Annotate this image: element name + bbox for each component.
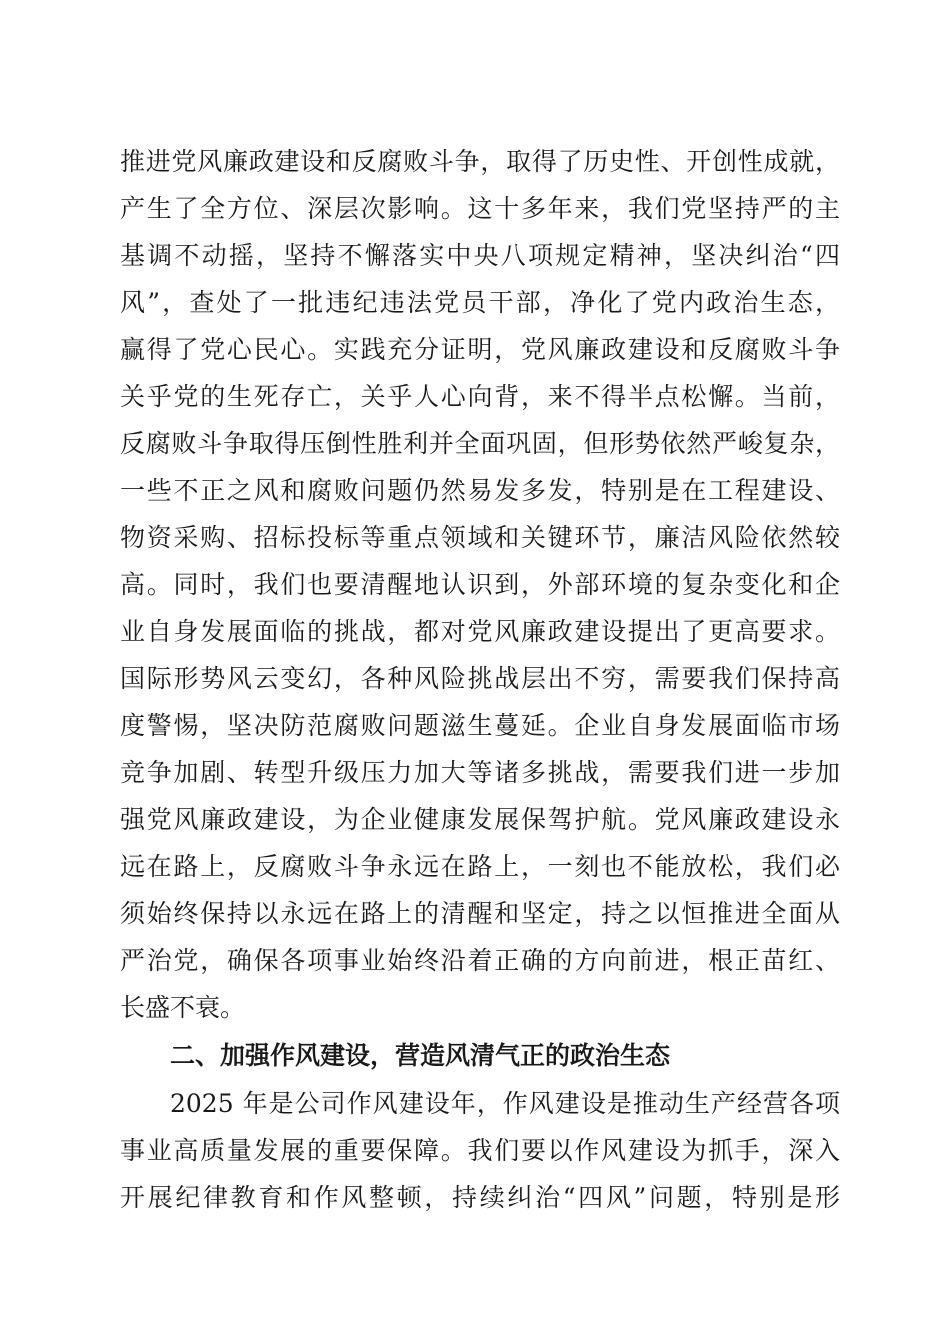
paragraph-line: 业自身发展面临的挑战，都对党风廉政建设提出了更高要求。 (120, 617, 840, 646)
paragraph-line: 赢得了党心民心。实践充分证明，党风廉政建设和反腐败斗争 (120, 335, 840, 364)
paragraph-line: 反腐败斗争取得压倒性胜利并全面巩固，但形势依然严峻复杂， (120, 429, 840, 458)
paragraph-line: 强党风廉政建设，为企业健康发展保驾护航。党风廉政建设永 (120, 805, 840, 834)
paragraph-line: 国际形势风云变幻，各种风险挑战层出不穷，需要我们保持高 (120, 664, 840, 693)
paragraph-line: 高。同时，我们也要清醒地认识到，外部环境的复杂变化和企 (120, 570, 840, 599)
paragraph-line: 远在路上，反腐败斗争永远在路上，一刻也不能放松，我们必 (120, 852, 840, 881)
section-heading: 二、加强作风建设，营造风清气正的政治生态 (170, 1041, 671, 1070)
paragraph-line: 开展纪律教育和作风整顿，持续纠治“四风”问题，特别是形 (120, 1183, 840, 1212)
paragraph-line: 一些不正之风和腐败问题仍然易发多发，特别是在工程建设、 (120, 476, 840, 505)
paragraph-line: 物资采购、招标投标等重点领域和关键环节，廉洁风险依然较 (120, 523, 840, 552)
paragraph-line: 事业高质量发展的重要保障。我们要以作风建设为抓手，深入 (120, 1136, 840, 1165)
paragraph-line: 2025 年是公司作风建设年，作风建设是推动生产经营各项 (170, 1089, 840, 1118)
paragraph-line: 基调不动摇，坚持不懈落实中央八项规定精神，坚决纠治“四 (120, 241, 840, 270)
paragraph-line: 严治党，确保各项事业始终沿着正确的方向前进，根正苗红、 (120, 946, 840, 975)
paragraph-line: 度警惕，坚决防范腐败问题滋生蔓延。企业自身发展面临市场 (120, 711, 840, 740)
paragraph-line: 风”，查处了一批违纪违法党员干部，净化了党内政治生态， (120, 288, 840, 317)
paragraph-line: 产生了全方位、深层次影响。这十多年来，我们党坚持严的主 (120, 194, 840, 223)
paragraph-line: 须始终保持以永远在路上的清醒和坚定，持之以恒推进全面从 (120, 899, 840, 928)
paragraph-line: 推进党风廉政建设和反腐败斗争，取得了历史性、开创性成就， (120, 147, 840, 176)
paragraph-line: 竞争加剧、转型升级压力加大等诸多挑战，需要我们进一步加 (120, 758, 840, 787)
paragraph-line: 关乎党的生死存亡，关乎人心向背，来不得半点松懈。当前， (120, 382, 840, 411)
paragraph-line: 长盛不衰。 (120, 993, 246, 1022)
